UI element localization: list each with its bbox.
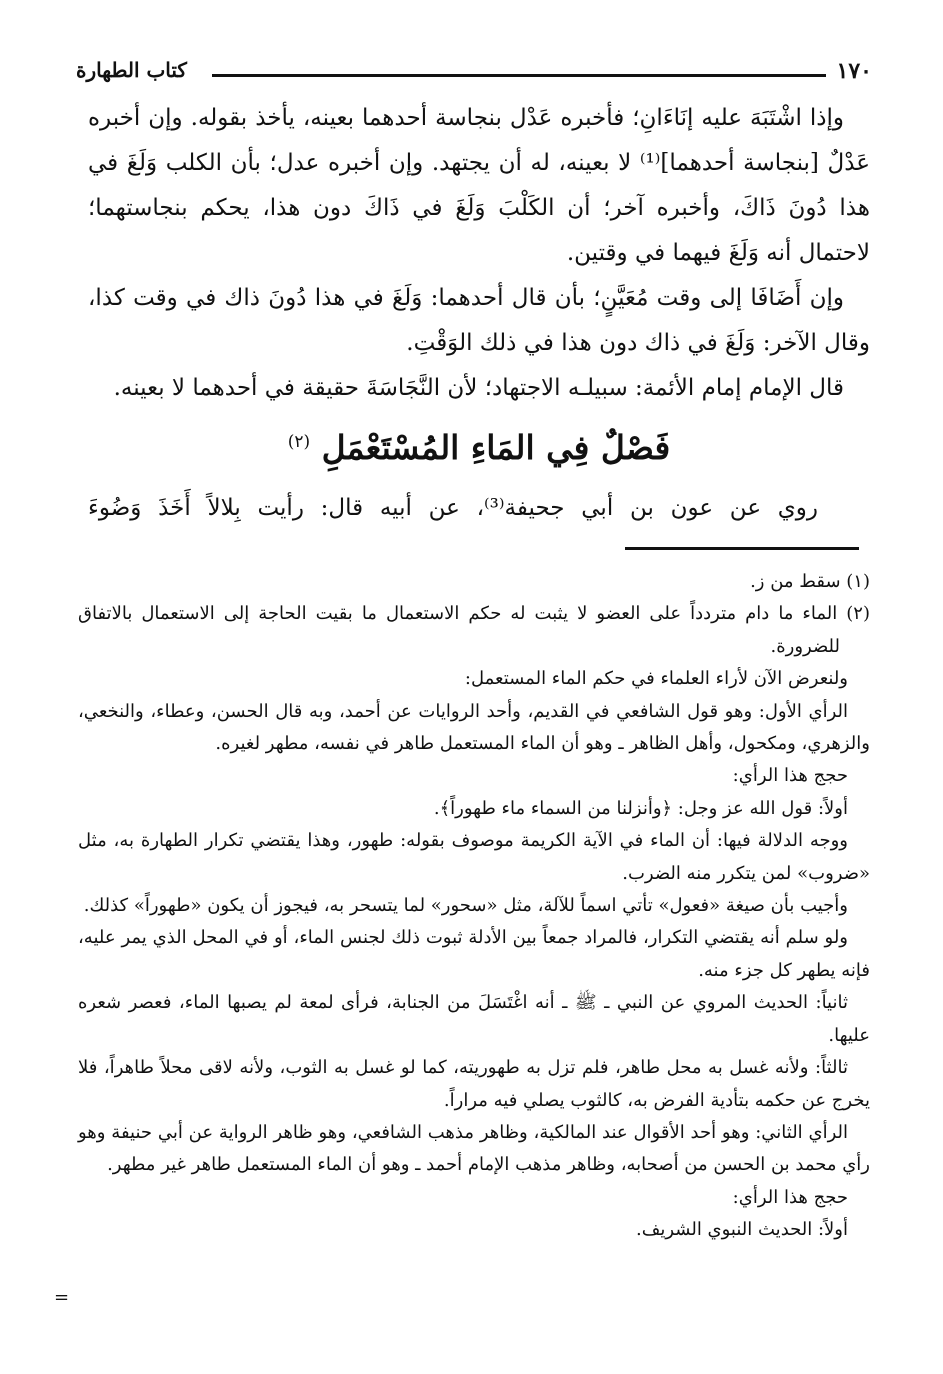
main-text (88, 96, 870, 411)
footnote-line: حجج هذا الرأي: (732, 765, 848, 787)
page-number: ١٧٠ (836, 58, 872, 84)
footnote-line: ولنعرض الآن لأراء العلماء في حكم الماء المستعمل: (464, 668, 848, 690)
section-heading (88, 418, 870, 472)
section-title: فَصْلٌ فِي المَاءِ المُسْتَعْمَلِ (321, 428, 671, 467)
footnote-line: الرأي الأول: وهو قول الشافعي في القديم، وأحد الروايات عن أحمد، وبه قال الحسن، وعطاء، والنخعي، والزهري، ومكحول، وأهل الظاهر ـ وهو أن الماء المستعمل طاهر في نفسه، مطهر لغيره. (78, 700, 870, 755)
footnote-line: ثانياً: الحديث المروي عن النبي ـ ﷺ ـ أنه اغْتَسَلَ من الجنابة، فرأى لمعة لم يصبها الماء، فعصر شعره عليها. (78, 992, 870, 1046)
book-title: كتاب الطهارة (76, 58, 187, 82)
footnote-line: ووجه الدلالة فيها: أن الماء في الآية الكريمة موصوف بقوله: طهور، وهذا يقتضي تكرار الطهارة به، مثل «ضروب» لمن يتكرر منه الضرب. (78, 830, 870, 884)
header-rule (212, 74, 826, 77)
main-paragraph-2: وإن أَضَافَا إلى وقت مُعَيَّنٍ؛ بأن قال أحدهما: وَلَغَ في هذا دُونَ ذاك في وقت كذا، وقال الآخر: وَلَغَ في ذاك دون هذا في ذلك الوَقْتِ. (88, 285, 870, 356)
section-heading-note: (٢) (287, 432, 311, 452)
footnote-line: ولو سلم أنه يقتضي التكرار، فالمراد جمعاً بين الأدلة ثبوت ذلك لجنس الماء، أو في المحل الذي يمر عليه، فإنه يطهر كل جزء منه. (78, 927, 870, 981)
footnote-1: (١) سقط من ز. (750, 571, 870, 592)
main-paragraph-3: قال الإمام إمام الأئمة: سبيلـه الاجتهاد؛ لأن النَّجَاسَةَ حقيقة في أحدهما لا بعينه. (113, 375, 844, 401)
footnote-line: حجج هذا الرأي: (732, 1186, 848, 1208)
footnotes (78, 566, 870, 1247)
margin-mark: = (54, 1287, 70, 1308)
footnote-line: ثالثاً: ولأنه غسل به محل طاهر، فلم تزل به طهوريته، كما لو غسل به الثوب، ولأنه لاقى محلاً طاهراً، فلا يخرج عن حكمه بتأدية الفرض به، كالثوب يصلي فيه مراراً. (78, 1057, 870, 1111)
footnote-line: أولاً: قول الله عز وجل: ﴿وأنزلنا من السماء ماء طهوراً﴾. (433, 797, 848, 819)
running-header (76, 58, 876, 88)
footnote-separator (625, 547, 859, 550)
main-paragraph-1: وإذا اشْتَبَهَ عليه إنَاءَانِ؛ فأخبره عَدْل بنجاسة أحدهما بعينه، يأخذ بقوله. وإن أخبره عَدْلٌ [بنجاسة أحدهما]⁽¹⁾ لا بعينه، له أن يجتهد. وإن أخبره عدل؛ بأن الكلب وَلَغَ في هذا دُونَ ذَاكَ، وأخبره آخر؛ أن الكَلْبَ وَلَغَ في ذَاكَ دون هذا، يحكم بنجاستهما؛ لاحتمال أنه وَلَغَ فيهما في وقتين. (88, 105, 871, 266)
footnote-2: (٢) الماء ما دام متردداً على العضو لا يثبت له حكم الاستعمال ما بقيت الحاجة إلى الاستعمال بالاتفاق للضرورة. (78, 603, 870, 657)
section-opening: روي عن عون بن أبي جحيفة⁽³⁾، عن أبيه قال: رأيت بِلالاً أَخَذَ وَضُوءَ (88, 495, 818, 521)
footnote-line: أولاً: الحديث النبوي الشريف. (635, 1219, 848, 1241)
footnote-line: الرأي الثاني: وهو أحد الأقوال عند المالكية، وظاهر مذهب الشافعي، وهو ظاهر الرواية عن أبي حنيفة وهو رأي محمد بن الحسن من أصحابه، وظاهر مذهب الإمام أحمد ـ وهو أن الماء المستعمل طاهر غير مطهر. (78, 1121, 870, 1176)
footnote-line: وأجيب بأن صيغة «فعول» تأتي اسماً للآلة، مثل «سحور» لما يتسحر به، فيجوز أن يكون «طهوراً» كذلك. (83, 895, 848, 917)
